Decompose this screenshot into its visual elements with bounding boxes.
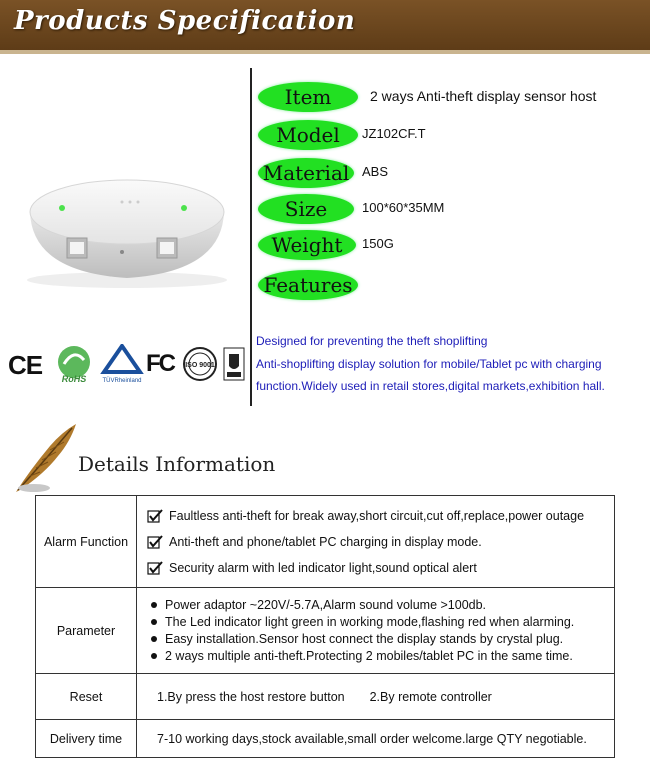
bullet-icon — [151, 636, 157, 642]
product-image — [22, 172, 232, 292]
row-reset — [36, 674, 615, 720]
reset-option-2: 2.By remote controller — [369, 689, 492, 704]
spec-value-material: ABS — [362, 164, 389, 179]
banner-divider — [0, 50, 650, 54]
ce-logo: CE — [8, 350, 43, 380]
spec-label-weight: Weight — [258, 230, 356, 260]
spec-label-material: Material — [258, 158, 354, 188]
list-item — [147, 648, 613, 665]
list-item — [147, 614, 613, 631]
spec-label-item: Item — [258, 82, 358, 112]
fc-logo: FC — [146, 350, 174, 377]
list-item — [147, 631, 613, 648]
spec-value-weight: 150G — [362, 236, 394, 251]
svg-text:RoHS: RoHS — [61, 374, 87, 384]
bullet-icon — [151, 619, 157, 625]
alarm-items — [137, 496, 615, 588]
reset-option-1: 1.By press the host restore button — [157, 689, 345, 704]
label-alarm-function: Alarm Function — [36, 496, 137, 588]
parameter-items — [137, 588, 615, 674]
checkbox-checked-icon — [147, 561, 163, 575]
page-title: Products Specification — [14, 6, 356, 36]
parameter-item-text: The Led indicator light green in working mode,flashing red when alarming. — [165, 615, 575, 629]
list-item — [147, 597, 613, 614]
svg-text:TÜVRheinland: TÜVRheinland — [102, 378, 142, 384]
details-table — [35, 495, 615, 758]
alarm-item-text: Anti-theft and phone/tablet PC charging in display mode. — [169, 534, 482, 549]
spec-value-item: 2 ways Anti-theft display sensor host — [370, 88, 597, 104]
bullet-icon — [151, 602, 157, 608]
ukas-logo — [222, 346, 246, 382]
parameter-item-text: 2 ways multiple anti-theft.Protecting 2 mobiles/tablet PC in the same time. — [165, 649, 573, 663]
features-line: Designed for preventing the theft shoplifting — [256, 334, 488, 348]
iso-logo — [182, 346, 218, 382]
list-item — [147, 555, 613, 581]
list-item — [147, 529, 613, 555]
svg-text:ISO 9001: ISO 9001 — [185, 362, 215, 369]
features-line: Anti-shoplifting display solution for mobile/Tablet pc with charging — [256, 356, 602, 371]
list-item — [147, 503, 613, 529]
row-parameter — [36, 588, 615, 674]
header-banner — [0, 0, 650, 50]
certification-logos — [8, 344, 248, 384]
rohs-logo — [52, 344, 96, 384]
spec-label-features: Features — [258, 270, 358, 300]
tuv-logo — [100, 344, 144, 384]
details-title: Details Information — [78, 452, 276, 476]
divider-line — [250, 68, 252, 406]
spec-value-model: JZ102CF.T — [362, 126, 426, 141]
label-delivery-time: Delivery time — [36, 720, 137, 758]
row-delivery-time — [36, 720, 615, 758]
parameter-item-text: Power adaptor ~220V/-5.7A,Alarm sound volume >100db. — [165, 598, 487, 612]
delivery-value: 7-10 working days,stock available,small order welcome.large QTY negotiable. — [137, 720, 615, 758]
row-alarm-function — [36, 496, 615, 588]
features-description — [256, 330, 646, 398]
spec-value-size: 100*60*35MM — [362, 200, 445, 215]
checkbox-checked-icon — [147, 535, 163, 549]
spec-label-model: Model — [258, 120, 358, 150]
label-reset: Reset — [36, 674, 137, 720]
checkbox-checked-icon — [147, 509, 163, 523]
alarm-item-text: Faultless anti-theft for break away,short circuit,cut off,replace,power outage — [169, 508, 585, 523]
spec-label-size: Size — [258, 194, 354, 224]
features-line: function.Widely used in retail stores,digital markets,exhibition hall. — [256, 379, 605, 393]
alarm-item-text: Security alarm with led indicator light,sound optical alert — [169, 560, 477, 575]
bullet-icon — [151, 653, 157, 659]
quill-icon — [10, 420, 80, 496]
reset-value — [137, 674, 615, 720]
parameter-item-text: Easy installation.Sensor host connect the display stands by crystal plug. — [165, 632, 564, 646]
label-parameter: Parameter — [36, 588, 137, 674]
